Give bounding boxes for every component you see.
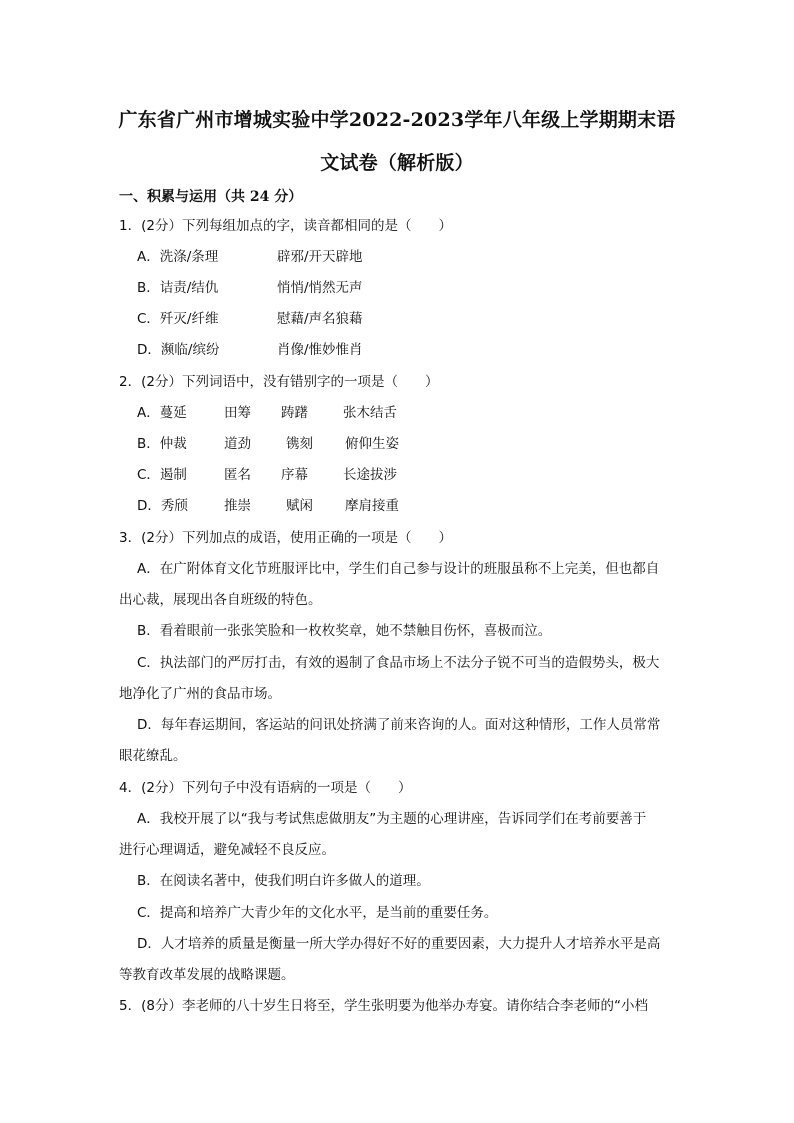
option-word: 长途拔涉 — [343, 467, 397, 483]
question-2-option-c — [137, 466, 397, 484]
document-title-line1: 广东省广州市增城实验中学2022-2023学年八年级上学期期末语 — [118, 109, 676, 131]
option-label: B．仲裁 — [137, 436, 187, 452]
option-word: 推崇 — [224, 498, 251, 514]
question-2-option-d — [137, 497, 399, 515]
question-1-option-c — [137, 310, 363, 328]
question-3-option-d-cont: 眼花缭乱。 — [119, 748, 187, 764]
option-label: C．遏制 — [137, 467, 187, 483]
question-3-option-c: C．执法部门的严厉打击，有效的遏制了食品市场上不法分子锐不可当的造假势头，极大 — [137, 655, 660, 671]
option-label: A．洗涤/条理 — [137, 249, 219, 265]
question-4-option-d-cont: 等教育改革发展的战略课题。 — [119, 967, 295, 983]
question-3-option-c-cont: 地净化了广州的食品市场。 — [119, 686, 281, 702]
question-4-option-a-cont: 进行心理调适，避免减轻不良反应。 — [119, 842, 335, 858]
option-word: 田筹 — [224, 405, 251, 421]
question-2-option-b — [137, 435, 399, 453]
option-label: A．蔓延 — [137, 405, 187, 421]
question-2-stem: 2．(2分）下列词语中，没有错别字的一项是（ ） — [119, 374, 439, 390]
option-word: 镌刻 — [286, 436, 313, 452]
question-4-option-c: C．提高和培养广大青少年的文化水平，是当前的重要任务。 — [137, 905, 498, 921]
question-5-stem: 5．(8分）李老师的八十岁生日将至，学生张明要为他举办寿宴。请你结合李老师的“小档 — [119, 998, 648, 1014]
question-3-option-b: B．看着眼前一张张笑脸和一枚枚奖章，她不禁触目伤怀，喜极而泣。 — [137, 623, 552, 639]
option-label: D．濒临/缤纷 — [137, 342, 220, 358]
option-word: 踌躇 — [281, 405, 308, 421]
option-text: 悄悄/悄然无声 — [277, 280, 363, 296]
question-3-option-a-cont: 出心裁，展现出各自班级的特色。 — [119, 592, 322, 608]
option-word: 张木结舌 — [343, 405, 397, 421]
document-title-line2: 文试卷（解析版） — [320, 152, 474, 174]
option-label: C．歼灭/纤维 — [137, 311, 219, 327]
question-1-option-a — [137, 248, 363, 266]
question-4-option-d: D．人才培养的质量是衡量一所大学办得好不好的重要因素，大力提升人才培养水平是高 — [137, 936, 661, 952]
question-4-stem: 4．(2分）下列句子中没有语病的一项是（ ） — [119, 780, 412, 796]
question-4-option-a: A．我校开展了以“我与考试焦虑做朋友”为主题的心理讲座，告诉同学们在考前要善于 — [137, 811, 647, 827]
question-2-option-a — [137, 404, 397, 422]
question-1-option-d — [137, 341, 363, 359]
option-word: 赋闲 — [286, 498, 313, 514]
option-word: 匿名 — [224, 467, 251, 483]
option-word: 俯仰生姿 — [345, 436, 399, 452]
question-1-option-b — [137, 279, 363, 297]
section-heading: 一、积累与运用（共 24 分） — [119, 189, 303, 205]
option-text: 肖像/惟妙惟肖 — [277, 342, 363, 358]
option-label: D．秀颀 — [137, 498, 188, 514]
question-3-option-d: D．每年春运期间，客运站的问讯处挤满了前来咨询的人。面对这种情形，工作人员常常 — [137, 717, 661, 733]
option-label: B．诘责/结仇 — [137, 280, 219, 296]
question-3-stem: 3．(2分）下列加点的成语，使用正确的一项是（ ） — [119, 530, 452, 546]
option-word: 道劲 — [224, 436, 251, 452]
question-4-option-b: B．在阅读名著中，使我们明白许多做人的道理。 — [137, 873, 430, 889]
option-word: 摩肩接重 — [345, 498, 399, 514]
option-text: 辟邪/开天辟地 — [277, 249, 363, 265]
option-word: 序幕 — [281, 467, 308, 483]
question-1-stem: 1．(2分）下列每组加点的字，读音都相同的是（ ） — [119, 218, 452, 234]
question-3-option-a: A．在广附体育文化节班服评比中，学生们自己参与设计的班服虽称不上完美，但也都自 — [137, 561, 660, 577]
option-text: 慰藉/声名狼藉 — [277, 311, 363, 327]
